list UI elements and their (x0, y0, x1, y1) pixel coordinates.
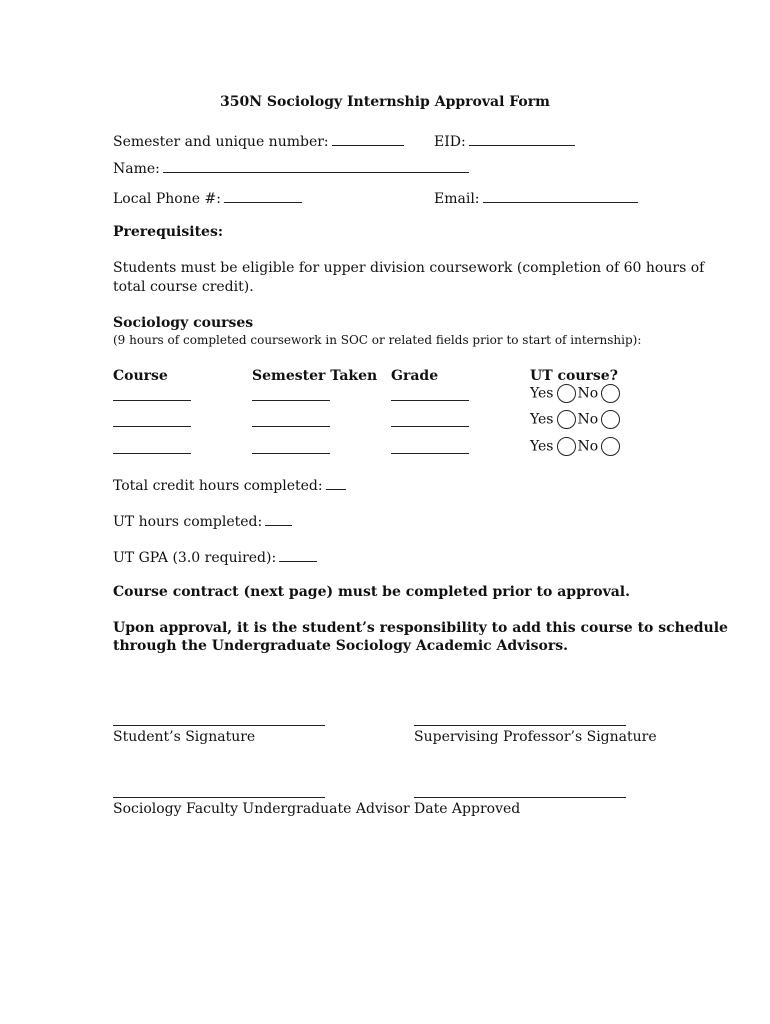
email-input-line[interactable] (483, 188, 638, 203)
advisor-signature-label: Sociology Faculty Undergraduate Advisor (113, 801, 410, 817)
semester-input-line[interactable] (332, 131, 404, 146)
contract-note: Course contract (next page) must be completed prior to approval. (113, 584, 630, 600)
row3-yes-label: Yes (530, 438, 554, 455)
ut-hours-field[interactable] (113, 511, 292, 530)
row3-no-radio[interactable] (601, 437, 620, 456)
email-field[interactable] (434, 188, 638, 207)
prereq-heading: Prerequisites: (113, 224, 224, 240)
row2-no-label: No (577, 411, 599, 428)
row1-yes-radio[interactable] (557, 384, 576, 403)
row1-grade-line[interactable] (391, 400, 469, 401)
professor-signature-label: Supervising Professor’s Signature (414, 729, 657, 745)
col-header-grade: Grade (391, 368, 439, 384)
phone-input-line[interactable] (224, 188, 302, 203)
soc-note: (9 hours of completed coursework in SOC or related fields prior to start of internship): (113, 333, 642, 347)
row3-ut-course (530, 437, 622, 456)
row2-yes-label: Yes (530, 411, 554, 428)
col-header-semester: Semester Taken (252, 368, 378, 384)
col-header-course: Course (113, 368, 168, 384)
page-title: 350N Sociology Internship Approval Form (220, 94, 550, 110)
ut-gpa-field[interactable] (113, 547, 317, 566)
row2-no-radio[interactable] (601, 410, 620, 429)
eid-input-line[interactable] (469, 131, 575, 146)
phone-label: Local Phone #: (113, 191, 221, 207)
name-field[interactable] (113, 158, 469, 177)
eid-field[interactable] (434, 131, 575, 150)
row1-course-line[interactable] (113, 400, 191, 401)
semester-field[interactable] (113, 131, 404, 150)
soc-heading: Sociology courses (113, 315, 254, 331)
semester-label: Semester and unique number: (113, 134, 329, 150)
row3-yes-radio[interactable] (557, 437, 576, 456)
credit-hours-input-line[interactable] (326, 475, 346, 490)
student-signature-label: Student’s Signature (113, 729, 256, 745)
ut-gpa-input-line[interactable] (279, 547, 317, 562)
prereq-text-line2: total course credit). (113, 279, 254, 295)
credit-hours-label: Total credit hours completed: (113, 478, 323, 494)
row1-no-radio[interactable] (601, 384, 620, 403)
row2-semester-line[interactable] (252, 426, 330, 427)
eid-label: EID: (434, 134, 466, 150)
prereq-text-line1: Students must be eligible for upper division coursework (completion of 60 hours of (113, 260, 705, 276)
row3-course-line[interactable] (113, 453, 191, 454)
row3-grade-line[interactable] (391, 453, 469, 454)
approval-note-line1: Upon approval, it is the student’s responsibility to add this course to schedule (113, 620, 728, 636)
date-approved-line[interactable] (414, 797, 626, 798)
credit-hours-field[interactable] (113, 475, 346, 494)
row1-yes-label: Yes (530, 385, 554, 402)
ut-hours-input-line[interactable] (265, 511, 292, 526)
row1-ut-course (530, 384, 622, 403)
col-header-ut-course: UT course? (530, 368, 618, 384)
row3-no-label: No (577, 438, 599, 455)
row2-grade-line[interactable] (391, 426, 469, 427)
phone-field[interactable] (113, 188, 302, 207)
row3-semester-line[interactable] (252, 453, 330, 454)
name-label: Name: (113, 161, 160, 177)
student-signature-line[interactable] (113, 725, 325, 726)
row1-semester-line[interactable] (252, 400, 330, 401)
professor-signature-line[interactable] (414, 725, 626, 726)
approval-note-line2: through the Undergraduate Sociology Academic Advisors. (113, 638, 569, 654)
row2-course-line[interactable] (113, 426, 191, 427)
email-label: Email: (434, 191, 480, 207)
date-approved-label: Date Approved (414, 801, 521, 817)
name-input-line[interactable] (163, 158, 469, 173)
row2-ut-course (530, 410, 622, 429)
advisor-signature-line[interactable] (113, 797, 325, 798)
ut-hours-label: UT hours completed: (113, 514, 263, 530)
row1-no-label: No (577, 385, 599, 402)
ut-gpa-label: UT GPA (3.0 required): (113, 550, 277, 566)
row2-yes-radio[interactable] (557, 410, 576, 429)
